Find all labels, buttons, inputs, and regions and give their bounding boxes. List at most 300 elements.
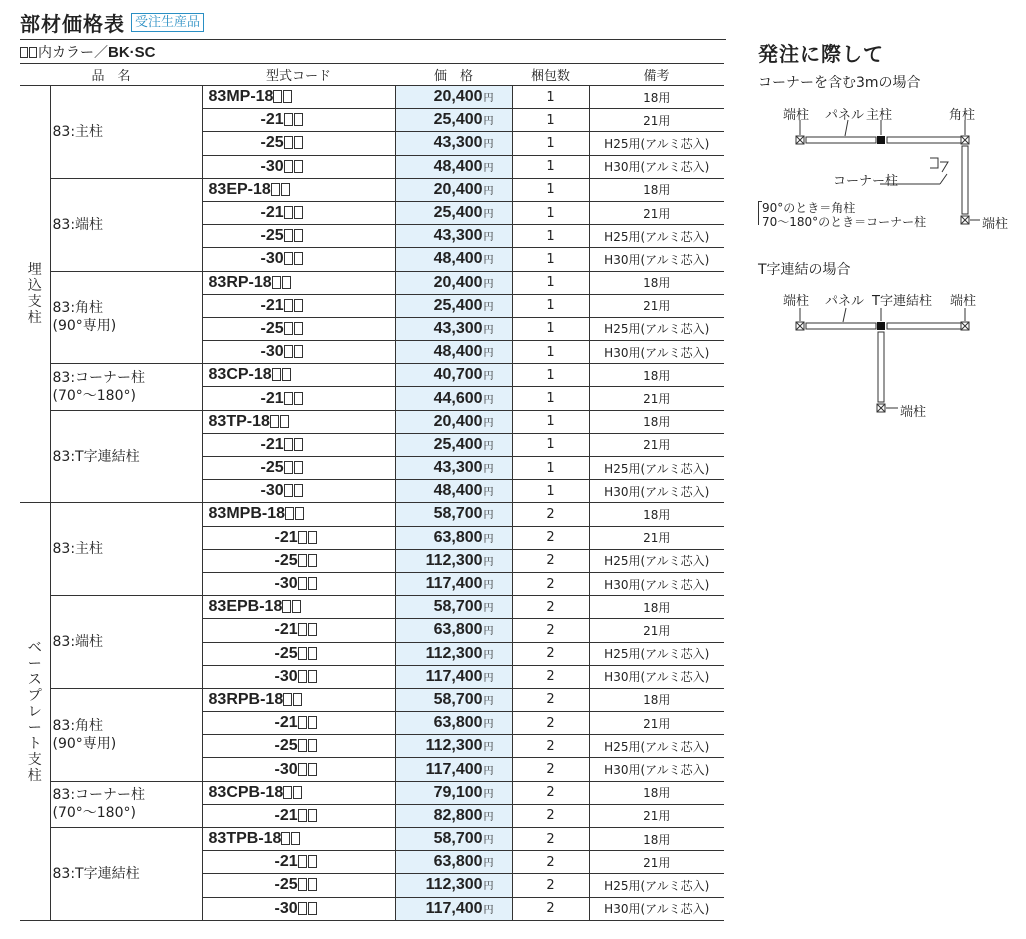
pack-qty: 2 (512, 619, 589, 642)
blank-box-icon (308, 623, 317, 636)
model-code (202, 897, 395, 920)
model-code (202, 758, 395, 781)
currency-unit: 円 (483, 695, 494, 707)
price-cell (395, 572, 512, 595)
blank-box-icon (294, 299, 303, 312)
table-row (20, 688, 724, 711)
remark: 18用 (589, 271, 724, 294)
model-code-text: -30 (260, 157, 284, 175)
currency-unit: 円 (483, 348, 494, 360)
pack-qty: 1 (512, 387, 589, 410)
ordering-notes (758, 38, 1026, 92)
price-value: 117,400 (425, 899, 483, 917)
currency-unit: 円 (483, 440, 494, 452)
price-value: 20,400 (433, 412, 483, 430)
price-value: 48,400 (433, 343, 483, 361)
model-code-text: 83RPB-18 (208, 690, 284, 708)
corner-label-corner: コーナー柱 (833, 174, 899, 189)
remark: H30用(アルミ芯入) (589, 480, 724, 503)
pack-qty: 2 (512, 572, 589, 595)
remark: H30用(アルミ芯入) (589, 155, 724, 178)
price-cell (395, 480, 512, 503)
currency-unit: 円 (483, 811, 494, 823)
title-row (20, 8, 204, 37)
table-row (20, 364, 724, 387)
pack-qty: 2 (512, 526, 589, 549)
blank-box-icon (271, 183, 280, 196)
blank-box-icon (308, 809, 317, 822)
currency-unit: 円 (483, 835, 494, 847)
blank-box-icon (284, 160, 293, 173)
remark: 18用 (589, 86, 724, 109)
pack-qty: 2 (512, 781, 589, 804)
ordering-title: 発注に際して (758, 42, 884, 66)
model-code-text: -21 (274, 714, 298, 732)
blank-box-icon (294, 252, 303, 265)
blank-box-icon (284, 345, 293, 358)
remark: 21用 (589, 619, 724, 642)
currency-unit: 円 (483, 324, 494, 336)
currency-unit: 円 (483, 649, 494, 661)
price-value: 58,700 (433, 598, 483, 616)
blank-box-icon (294, 438, 303, 451)
pack-qty: 1 (512, 341, 589, 364)
pack-qty: 2 (512, 596, 589, 619)
panel-shape (806, 323, 876, 329)
price-value: 48,400 (433, 482, 483, 500)
currency-unit: 円 (483, 881, 494, 893)
blank-box-icon (308, 531, 317, 544)
remark: H25用(アルミ芯入) (589, 132, 724, 155)
col-header-name: 品 名 (20, 64, 202, 86)
currency-unit: 円 (483, 788, 494, 800)
table-row (20, 828, 724, 851)
blank-box-icon (294, 345, 303, 358)
leader-line (843, 308, 846, 322)
blank-box-icon (294, 206, 303, 219)
t-label-end-right: 端柱 (950, 294, 977, 309)
blank-box-icon (282, 600, 291, 613)
t-post-mark (877, 322, 885, 330)
blank-box-icon (308, 670, 317, 683)
model-code (202, 457, 395, 480)
price-value: 25,400 (433, 296, 483, 314)
blank-box-icon (298, 809, 307, 822)
price-value: 117,400 (425, 760, 483, 778)
blank-box-icon (294, 484, 303, 497)
currency-unit: 円 (483, 93, 494, 105)
model-code-text: -30 (274, 575, 298, 593)
price-cell (395, 155, 512, 178)
item-name: 83:主柱 (50, 86, 202, 179)
panel-shape (806, 137, 876, 143)
model-code-text: -21 (260, 435, 284, 453)
blank-box-icon (294, 229, 303, 242)
blank-box-icon (298, 577, 307, 590)
item-name: 83:T字連結柱 (50, 828, 202, 921)
model-code-text: 83MP-18 (208, 88, 274, 106)
corner-label-end2: 端柱 (982, 217, 1009, 232)
blank-box-icon (308, 739, 317, 752)
blank-box-icon (294, 113, 303, 126)
model-code (202, 364, 395, 387)
model-code (202, 549, 395, 572)
price-cell (395, 225, 512, 248)
price-value: 44,600 (433, 389, 483, 407)
model-code (202, 874, 395, 897)
blank-box-icon (298, 716, 307, 729)
corner-label-main: 主柱 (866, 108, 893, 123)
price-cell (395, 294, 512, 317)
model-code-text: -25 (260, 459, 284, 477)
table-row (20, 781, 724, 804)
item-name: 83:角柱 (90°専用) (50, 688, 202, 781)
model-code-text: -21 (274, 853, 298, 871)
remark: 18用 (589, 410, 724, 433)
price-value: 43,300 (433, 134, 483, 152)
blank-box-icon (272, 368, 281, 381)
model-code (202, 480, 395, 503)
currency-unit: 円 (483, 255, 494, 267)
price-value: 25,400 (433, 111, 483, 129)
model-code-text: -21 (274, 806, 298, 824)
item-name: 83:角柱 (90°専用) (50, 271, 202, 364)
price-value: 63,800 (433, 621, 483, 639)
model-code-text: -21 (260, 296, 284, 314)
corner-label-end: 端柱 (783, 108, 810, 123)
price-value: 48,400 (433, 157, 483, 175)
panel-shape (887, 323, 962, 329)
remark: 21用 (589, 294, 724, 317)
pack-qty: 1 (512, 201, 589, 224)
remark: 21用 (589, 387, 724, 410)
col-header-qty: 梱包数 (512, 64, 589, 86)
blank-box-icon (281, 183, 290, 196)
model-code-text: -21 (274, 528, 298, 546)
blank-box-icon (298, 739, 307, 752)
model-code-text: 83TP-18 (208, 412, 270, 430)
blank-box-icon (284, 392, 293, 405)
remark: 21用 (589, 851, 724, 874)
panel-shape (887, 137, 962, 143)
blank-box-icon (285, 507, 294, 520)
pack-qty: 1 (512, 457, 589, 480)
model-code-text: -30 (274, 899, 298, 917)
title-divider (20, 39, 726, 40)
blank-box-icon (272, 276, 281, 289)
table-row (20, 178, 724, 201)
model-code-text: -25 (274, 876, 298, 894)
price-cell (395, 433, 512, 456)
blank-box-icon (283, 786, 292, 799)
model-code-text: 83MPB-18 (208, 505, 285, 523)
price-value: 112,300 (425, 551, 483, 569)
blank-box-icon (282, 368, 291, 381)
remark: H25用(アルミ芯入) (589, 549, 724, 572)
panel-shape (962, 146, 968, 214)
price-value: 79,100 (433, 783, 483, 801)
pack-qty: 2 (512, 758, 589, 781)
leader-line (940, 174, 947, 184)
corner-note-70-180: 70～180°のとき＝コーナー柱 (762, 215, 927, 229)
price-value: 58,700 (433, 690, 483, 708)
color-label: 内カラー／ (38, 45, 108, 61)
price-cell (395, 688, 512, 711)
item-name: 83:コーナー柱 (70°～180°) (50, 781, 202, 827)
price-value: 20,400 (433, 180, 483, 198)
pack-qty: 1 (512, 364, 589, 387)
price-cell (395, 758, 512, 781)
remark: 21用 (589, 201, 724, 224)
blank-box-icon (293, 786, 302, 799)
blank-box-icon (298, 878, 307, 891)
price-cell (395, 364, 512, 387)
corner-label-square: 角柱 (949, 108, 976, 123)
blank-box-icon (291, 832, 300, 845)
price-value: 20,400 (433, 88, 483, 106)
remark: H25用(アルミ芯入) (589, 457, 724, 480)
corner-post-shape (930, 158, 938, 168)
blank-box-icon (284, 229, 293, 242)
price-cell (395, 804, 512, 827)
model-code (202, 271, 395, 294)
price-value: 63,800 (433, 714, 483, 732)
table-row (20, 86, 724, 109)
model-code-text: -25 (260, 319, 284, 337)
currency-unit: 円 (483, 487, 494, 499)
remark: H25用(アルミ芯入) (589, 642, 724, 665)
remark: 18用 (589, 503, 724, 526)
model-code (202, 781, 395, 804)
color-row (20, 42, 156, 62)
price-cell (395, 341, 512, 364)
model-code (202, 317, 395, 340)
model-code (202, 851, 395, 874)
price-cell (395, 549, 512, 572)
price-value: 48,400 (433, 250, 483, 268)
remark: 18用 (589, 178, 724, 201)
price-cell (395, 109, 512, 132)
pack-qty: 1 (512, 178, 589, 201)
blank-box-icon (270, 415, 279, 428)
currency-unit: 円 (483, 858, 494, 870)
model-code-text: -21 (274, 621, 298, 639)
blank-box-icon (308, 902, 317, 915)
blank-box-icon (284, 484, 293, 497)
currency-unit: 円 (483, 278, 494, 290)
pack-qty: 1 (512, 271, 589, 294)
price-value: 20,400 (433, 273, 483, 291)
currency-unit: 円 (483, 185, 494, 197)
price-value: 117,400 (425, 667, 483, 685)
remark: 18用 (589, 364, 724, 387)
group-label: 埋 込 支 柱 (20, 86, 50, 503)
model-code-text: -30 (274, 760, 298, 778)
blank-box-icon (308, 647, 317, 660)
model-code-text: 83TPB-18 (208, 830, 282, 848)
model-code-text: -25 (274, 644, 298, 662)
currency-unit: 円 (483, 556, 494, 568)
pack-qty: 2 (512, 712, 589, 735)
blank-box-icon (298, 670, 307, 683)
remark: H25用(アルミ芯入) (589, 225, 724, 248)
model-code (202, 178, 395, 201)
blank-box-icon (284, 206, 293, 219)
made-to-order-badge: 受注生産品 (131, 13, 204, 32)
price-cell (395, 248, 512, 271)
corner-label-panel: パネル (825, 108, 865, 123)
remark: H25用(アルミ芯入) (589, 874, 724, 897)
currency-unit: 円 (483, 626, 494, 638)
price-cell (395, 387, 512, 410)
currency-unit: 円 (483, 533, 494, 545)
price-cell (395, 897, 512, 920)
price-value: 112,300 (425, 876, 483, 894)
price-cell (395, 665, 512, 688)
currency-unit: 円 (483, 719, 494, 731)
remark: H30用(アルミ芯入) (589, 665, 724, 688)
t-label-panel: パネル (825, 294, 865, 309)
model-code-text: -21 (260, 389, 284, 407)
remark: 18用 (589, 596, 724, 619)
blank-box-icon (284, 461, 293, 474)
blank-box-icon (295, 507, 304, 520)
blank-box-icon (308, 716, 317, 729)
blank-box-icon (20, 47, 28, 58)
col-header-note: 備考 (589, 64, 724, 86)
price-value: 40,700 (433, 366, 483, 384)
pack-qty: 1 (512, 480, 589, 503)
table-body (20, 86, 724, 921)
corner-note-90: 90°のとき＝角柱 (762, 201, 856, 215)
pack-qty: 2 (512, 503, 589, 526)
remark: 18用 (589, 828, 724, 851)
price-cell (395, 712, 512, 735)
remark: 21用 (589, 804, 724, 827)
blank-box-icon (273, 90, 282, 103)
pack-qty: 2 (512, 874, 589, 897)
price-cell (395, 503, 512, 526)
currency-unit: 円 (483, 371, 494, 383)
price-value: 43,300 (433, 459, 483, 477)
corner-case-title: コーナーを含む3mの場合 (758, 75, 921, 91)
price-value: 43,300 (433, 319, 483, 337)
t-label-end: 端柱 (783, 294, 810, 309)
model-code (202, 294, 395, 317)
model-code (202, 804, 395, 827)
price-cell (395, 828, 512, 851)
pack-qty: 2 (512, 851, 589, 874)
pack-qty: 2 (512, 642, 589, 665)
blank-box-icon (308, 878, 317, 891)
price-cell (395, 271, 512, 294)
blank-box-icon (284, 322, 293, 335)
remark: H25用(アルミ芯入) (589, 735, 724, 758)
blank-box-icon (294, 136, 303, 149)
price-cell (395, 619, 512, 642)
price-value: 58,700 (433, 830, 483, 848)
remark: H30用(アルミ芯入) (589, 897, 724, 920)
currency-unit: 円 (483, 765, 494, 777)
model-code (202, 665, 395, 688)
table-row (20, 271, 724, 294)
model-code (202, 526, 395, 549)
remark: 21用 (589, 526, 724, 549)
pack-qty: 1 (512, 410, 589, 433)
model-code (202, 503, 395, 526)
model-code-text: 83CP-18 (208, 366, 272, 384)
blank-box-icon (284, 252, 293, 265)
model-code (202, 201, 395, 224)
remark: H25用(アルミ芯入) (589, 317, 724, 340)
price-cell (395, 317, 512, 340)
model-code-text: -30 (260, 343, 284, 361)
page-title: 部材価格表 (20, 12, 125, 36)
pack-qty: 2 (512, 804, 589, 827)
price-cell (395, 457, 512, 480)
model-code-text: -25 (274, 551, 298, 569)
blank-box-icon (284, 136, 293, 149)
price-value: 63,800 (433, 528, 483, 546)
price-value: 112,300 (425, 644, 483, 662)
price-cell (395, 851, 512, 874)
remark: 18用 (589, 781, 724, 804)
remark: 21用 (589, 712, 724, 735)
currency-unit: 円 (483, 162, 494, 174)
price-cell (395, 874, 512, 897)
currency-unit: 円 (483, 742, 494, 754)
price-cell (395, 86, 512, 109)
model-code (202, 341, 395, 364)
pack-qty: 1 (512, 294, 589, 317)
model-code (202, 410, 395, 433)
bracket (758, 201, 762, 225)
price-value: 112,300 (425, 737, 483, 755)
currency-unit: 円 (483, 580, 494, 592)
item-name: 83:端柱 (50, 596, 202, 689)
price-cell (395, 735, 512, 758)
blank-box-icon (308, 554, 317, 567)
col-header-code: 型式コード (202, 64, 395, 86)
table-row (20, 596, 724, 619)
model-code (202, 248, 395, 271)
pack-qty: 2 (512, 897, 589, 920)
currency-unit: 円 (483, 209, 494, 221)
blank-box-icon (284, 438, 293, 451)
main-post-mark (877, 136, 885, 144)
model-code (202, 132, 395, 155)
model-code-text: 83EPB-18 (208, 598, 283, 616)
blank-box-icon (298, 554, 307, 567)
price-cell (395, 132, 512, 155)
model-code-text: -21 (260, 111, 284, 129)
remark: H30用(アルミ芯入) (589, 341, 724, 364)
blank-box-icon (308, 577, 317, 590)
pack-qty: 1 (512, 132, 589, 155)
currency-unit: 円 (483, 672, 494, 684)
blank-box-icon (298, 623, 307, 636)
currency-unit: 円 (483, 510, 494, 522)
currency-unit: 円 (483, 417, 494, 429)
pack-qty: 2 (512, 688, 589, 711)
price-cell (395, 526, 512, 549)
item-name: 83:コーナー柱 (70°～180°) (50, 364, 202, 410)
pack-qty: 1 (512, 86, 589, 109)
blank-box-icon (298, 531, 307, 544)
model-code-text: 83CPB-18 (208, 783, 284, 801)
blank-box-icon (298, 763, 307, 776)
blank-box-icon (282, 276, 291, 289)
